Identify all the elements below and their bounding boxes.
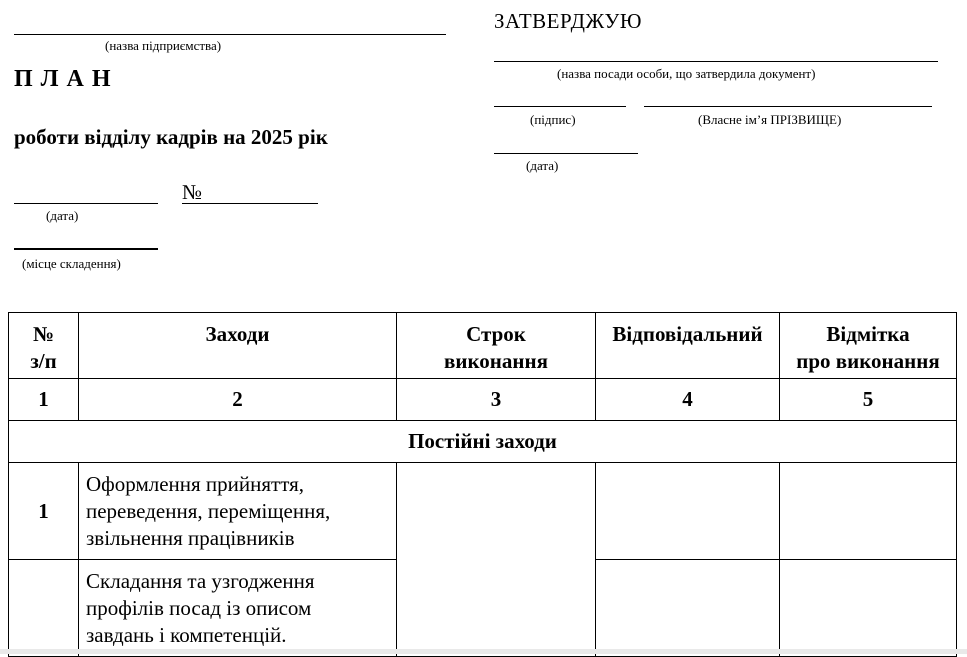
approver-position-line xyxy=(494,61,938,62)
row-responsible-cell xyxy=(596,463,780,560)
row-completion-mark-cell xyxy=(780,560,957,657)
row-measure: Оформлення прийняття, переведення, переміщення, звільнення працівників xyxy=(79,463,397,560)
document-title: П Л А Н xyxy=(14,66,112,92)
header-col-measures: Заходи xyxy=(79,313,397,379)
document-subtitle: роботи відділу кадрів на 2025 рік xyxy=(14,125,328,149)
section-row xyxy=(9,421,957,463)
header-col-responsible: Відповідальний xyxy=(596,313,780,379)
document-number-sign: № xyxy=(182,180,203,204)
document-date-caption: (дата) xyxy=(46,208,79,223)
row-deadline-cell xyxy=(397,463,596,657)
header-col-deadline: Строк виконання xyxy=(397,313,596,379)
table-row xyxy=(9,463,957,560)
signature-caption: (підпис) xyxy=(530,112,576,127)
column-number-cell: 3 xyxy=(397,379,596,421)
column-number-cell: 4 xyxy=(596,379,780,421)
table-header-row xyxy=(9,313,957,379)
approve-label: ЗАТВЕРДЖУЮ xyxy=(494,9,642,33)
row-completion-mark-cell xyxy=(780,463,957,560)
plan-table xyxy=(8,312,957,657)
header-col-number: № з/п xyxy=(9,313,79,379)
section-title: Постійні заходи xyxy=(9,421,957,463)
place-caption: (місце складення) xyxy=(22,256,121,271)
document-number-line xyxy=(182,203,318,204)
approver-name-line xyxy=(644,106,932,107)
header-col-completion-mark: Відмітка про виконання xyxy=(780,313,957,379)
approver-position-caption: (назва посади особи, що затвердила документ) xyxy=(557,66,816,81)
approval-date-line xyxy=(494,153,638,154)
column-number-cell: 2 xyxy=(79,379,397,421)
row-measure: Складання та узгодження профілів посад із описом завдань і компетенцій. xyxy=(79,560,397,657)
enterprise-name-caption: (назва підприємства) xyxy=(105,38,222,53)
approver-name-caption: (Власне ім’я ПРІЗВИЩЕ) xyxy=(698,112,842,127)
row-index xyxy=(9,560,79,657)
signature-line xyxy=(494,106,626,107)
row-responsible-cell xyxy=(596,560,780,657)
column-number-cell: 1 xyxy=(9,379,79,421)
approval-date-caption: (дата) xyxy=(526,158,559,173)
enterprise-name-line xyxy=(14,34,446,35)
column-numbers-row xyxy=(9,379,957,421)
row-index: 1 xyxy=(9,463,79,560)
column-number-cell: 5 xyxy=(780,379,957,421)
place-line xyxy=(14,248,158,250)
document-date-line xyxy=(14,203,158,204)
page-bottom-strip xyxy=(0,649,967,654)
